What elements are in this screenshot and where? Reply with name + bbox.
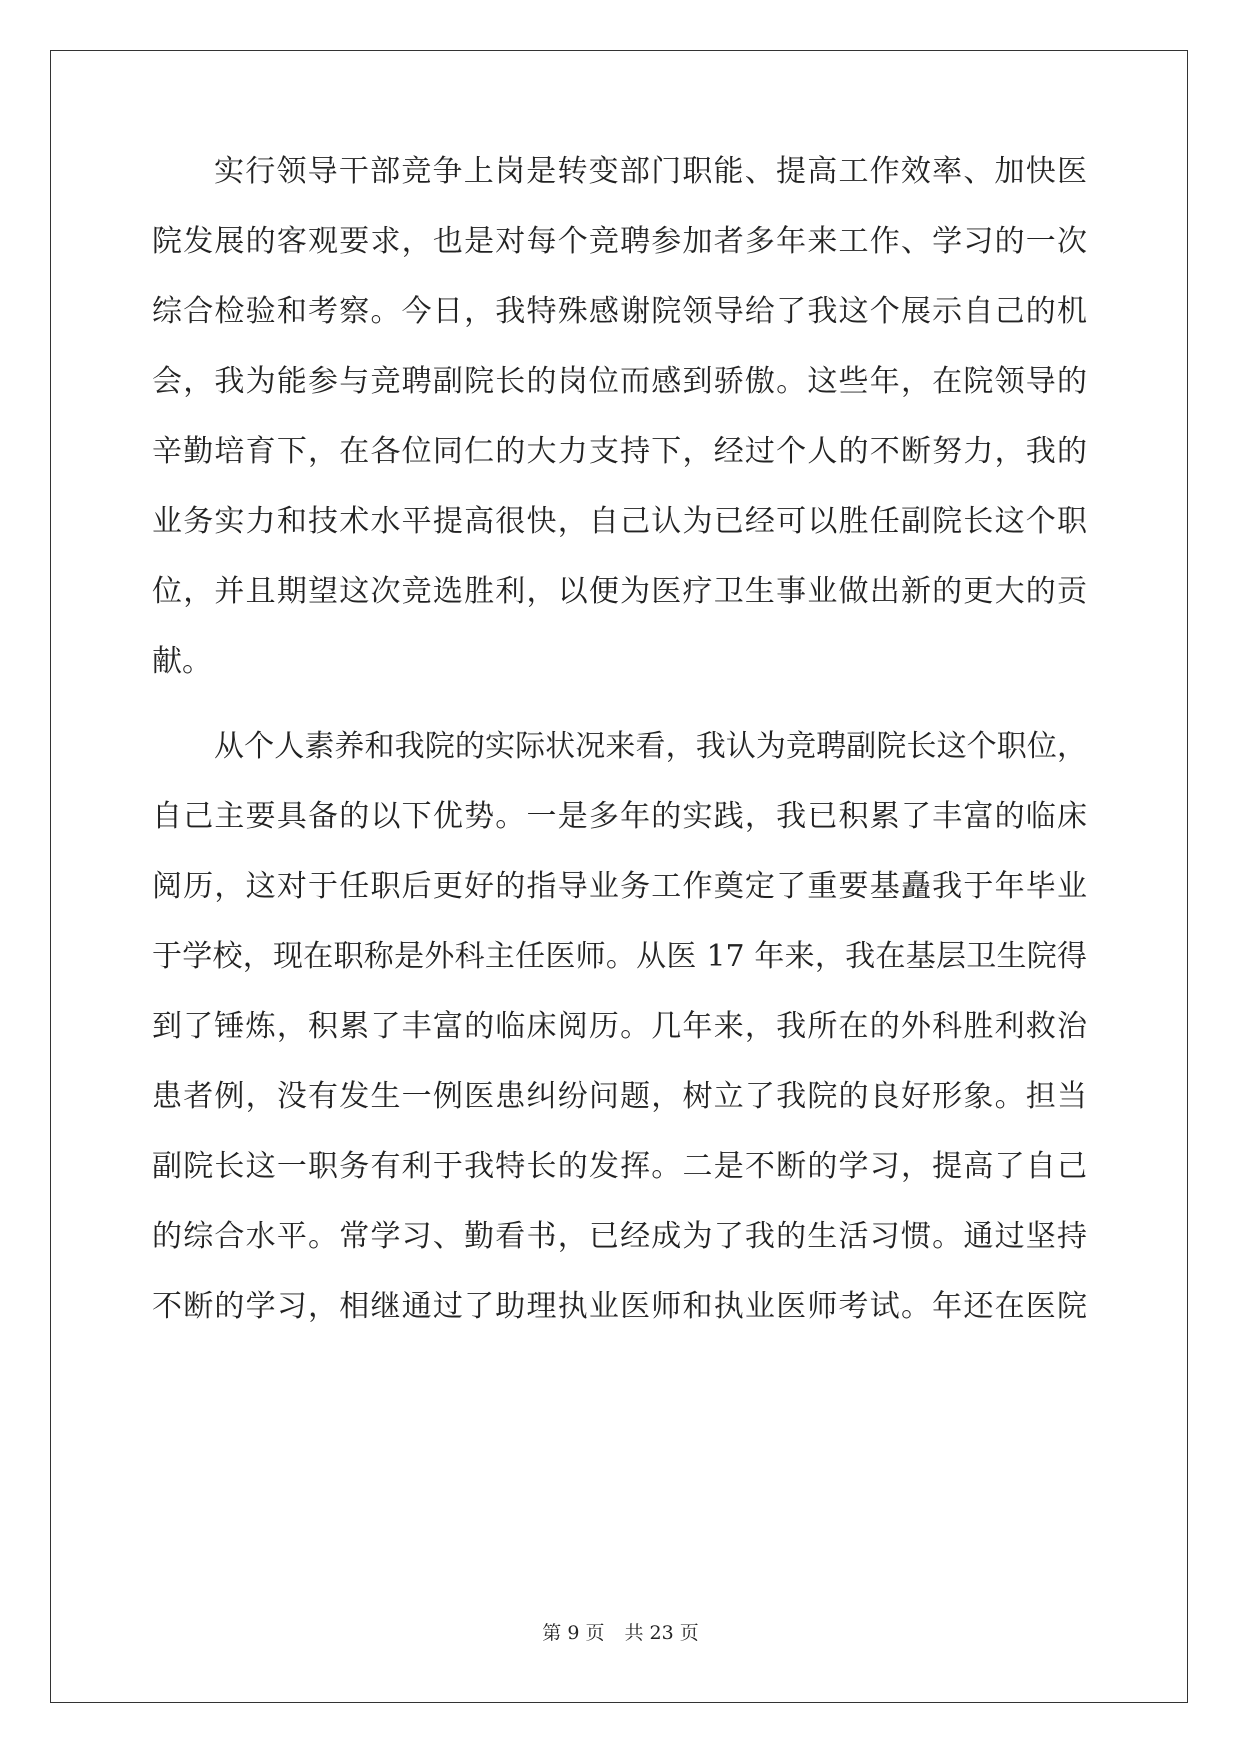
paragraph-2-line-6: 患者例，没有发生一例医患纠纷问题，树立了我院的良好形象。担当 [152,1079,1087,1114]
paragraph-2-line-2: 自己主要具备的以下优势。一是多年的实践，我已积累了丰富的临床 [152,799,1087,834]
page-number: 第 9 页 [542,1622,605,1644]
paragraph-1-line-3: 综合检验和考察。今日，我特殊感谢院领导给了我这个展示自己的机 [152,294,1087,329]
paragraph-1-line-7: 位，并且期望这次竞选胜利，以便为医疗卫生事业做出新的更大的贡 [152,574,1087,609]
page-total: 共 23 页 [624,1622,699,1644]
paragraph-2-line-7: 副院长这一职务有利于我特长的发挥。二是不断的学习，提高了自己 [152,1149,1087,1184]
paragraph-2-line-4: 于学校，现在职称是外科主任医师。从医 17 年来，我在基层卫生院得 [152,939,1087,974]
paragraph-2-line-3: 阅历，这对于任职后更好的指导业务工作奠定了重要基矗我于年毕业 [152,869,1087,904]
page-footer [0,1621,1241,1645]
paragraph-2-line-5: 到了锤炼，积累了丰富的临床阅历。几年来，我所在的外科胜利救治 [152,1009,1087,1044]
paragraph-1-line-6: 业务实力和技术水平提高很快，自己认为已经可以胜任副院长这个职 [152,504,1087,539]
paragraph-1-line-8: 献。 [152,644,212,679]
paragraph-1-line-1: 实行领导干部竞争上岗是转变部门职能、提高工作效率、加快医 [214,154,1087,189]
paragraph-1-line-2: 院发展的客观要求，也是对每个竞聘参加者多年来工作、学习的一次 [152,224,1087,259]
paragraph-1-line-4: 会，我为能参与竞聘副院长的岗位而感到骄傲。这些年，在院领导的 [152,364,1087,399]
paragraph-2-line-1: 从个人素养和我院的实际状况来看，我认为竞聘副院长这个职位， [214,729,1087,764]
paragraph-2-line-9: 不断的学习，相继通过了助理执业医师和执业医师考试。年还在医院 [152,1289,1087,1324]
paragraph-2-line-8: 的综合水平。常学习、勤看书，已经成为了我的生活习惯。通过坚持 [152,1219,1087,1254]
paragraph-1-line-5: 辛勤培育下，在各位同仁的大力支持下，经过个人的不断努力，我的 [152,434,1087,469]
